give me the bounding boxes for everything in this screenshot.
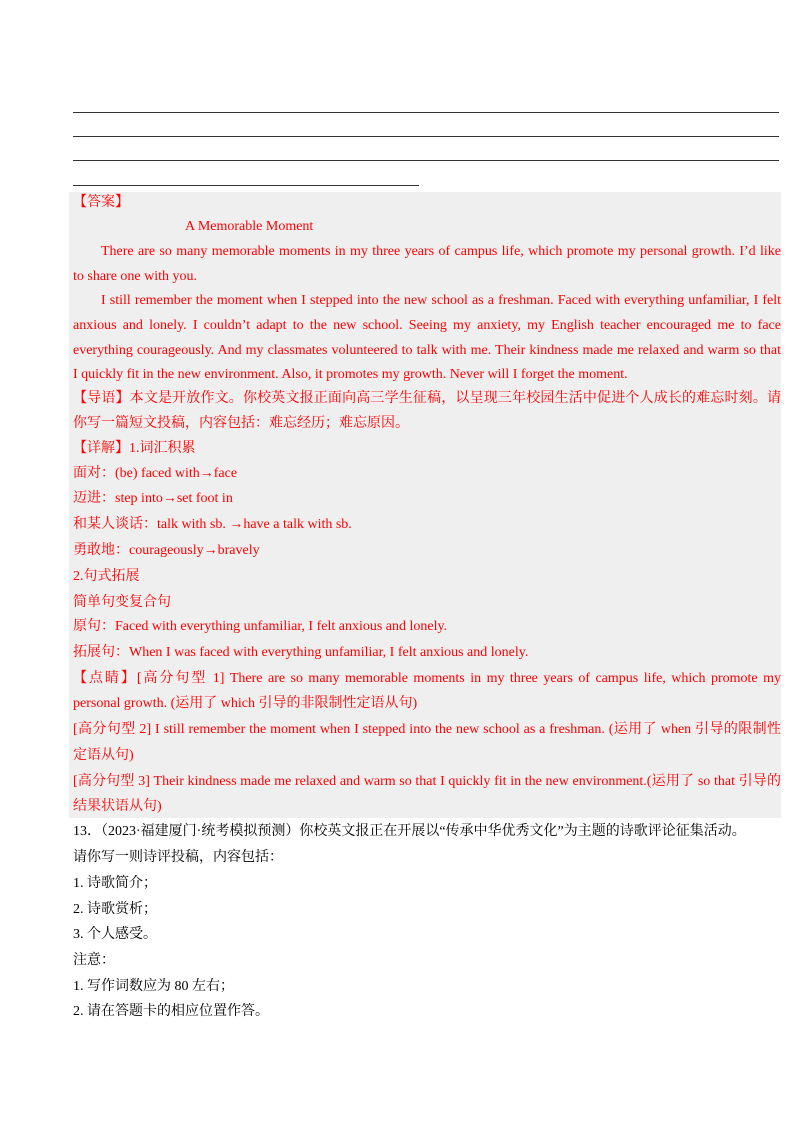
essay-paragraph-line: everything courageously. And my classmates volunteered to talk with me. Their kindness made me relaxed and warm so that	[73, 343, 781, 358]
vocab-item: 勇敢地：courageously→bravely	[73, 543, 260, 558]
essay-paragraph-line: I still remember the moment when I stepped into the new school as a freshman. Faced with everything unfamiliar, I felt	[101, 293, 781, 308]
highlight-line: 【点睛】[高分句型 1] There are so many memorable moments in my three years of campus life, which promote my	[73, 671, 781, 686]
writing-line	[73, 136, 779, 137]
guide-line: 你写一篇短文投稿，内容包括：难忘经历；难忘原因。	[73, 416, 409, 431]
writing-line	[73, 160, 779, 161]
question-line: 请你写一则诗评投稿，内容包括：	[73, 850, 283, 865]
original-sentence: 原句：Faced with everything unfamiliar, I felt anxious and lonely.	[73, 619, 448, 634]
highlight-line: [高分句型 3] Their kindness made me relaxed and warm so that I quickly fit in the new environment.(运用了 so that 引导的	[73, 774, 781, 789]
detail-heading: 【详解】1.词汇积累	[73, 441, 196, 456]
highlight-line: 结果状语从句)	[73, 799, 162, 814]
section-heading: 2.句式拓展	[73, 569, 140, 584]
note-label: 注意：	[73, 953, 115, 968]
vocab-item: 面对：(be) faced with→face	[73, 466, 238, 481]
subsection-heading: 简单句变复合句	[73, 595, 171, 610]
question-line: 13．（2023·福建厦门·统考模拟预测）你校英文报正在开展以“传承中华优秀文化”为主题的诗歌评论征集活动。	[73, 824, 746, 839]
essay-paragraph-line: I quickly fit in the new environment. Also, it promotes my growth. Never will I forget the moment.	[73, 367, 628, 382]
writing-line	[73, 185, 419, 186]
writing-line	[73, 112, 779, 113]
question-item: 2. 诗歌赏析；	[73, 902, 157, 917]
highlight-line: [高分句型 2] I still remember the moment when I stepped into the new school as a freshman. (运用了 when 引导的限制性	[73, 722, 781, 737]
question-item: 1. 诗歌简介；	[73, 876, 157, 891]
highlight-line: 定语从句)	[73, 748, 134, 763]
vocab-item: 和某人谈话：talk with sb. →have a talk with sb.	[73, 517, 352, 532]
question-item: 3. 个人感受。	[73, 927, 157, 942]
answer-label: 【答案】	[73, 195, 129, 210]
note-item: 1. 写作词数应为 80 左右；	[73, 979, 234, 994]
note-item: 2. 请在答题卡的相应位置作答。	[73, 1004, 269, 1019]
vocab-item: 迈进：step into→set foot in	[73, 491, 233, 506]
essay-title: A Memorable Moment	[185, 219, 314, 234]
guide-line: 【导语】本文是开放作文。你校英文报正面向高三学生征稿，以呈现三年校园生活中促进个人成长的难忘时刻。请	[73, 391, 781, 406]
essay-paragraph-line: There are so many memorable moments in my three years of campus life, which promote my personal growth. I’d like	[101, 244, 781, 259]
essay-paragraph-line: to share one with you.	[73, 269, 198, 284]
essay-paragraph-line: anxious and lonely. I couldn’t adapt to the new school. Seeing my anxiety, my English teacher encouraged me to face	[73, 318, 781, 333]
highlight-line: personal growth. (运用了 which 引导的非限制性定语从句)	[73, 696, 418, 711]
expanded-sentence: 拓展句：When I was faced with everything unfamiliar, I felt anxious and lonely.	[73, 645, 529, 660]
